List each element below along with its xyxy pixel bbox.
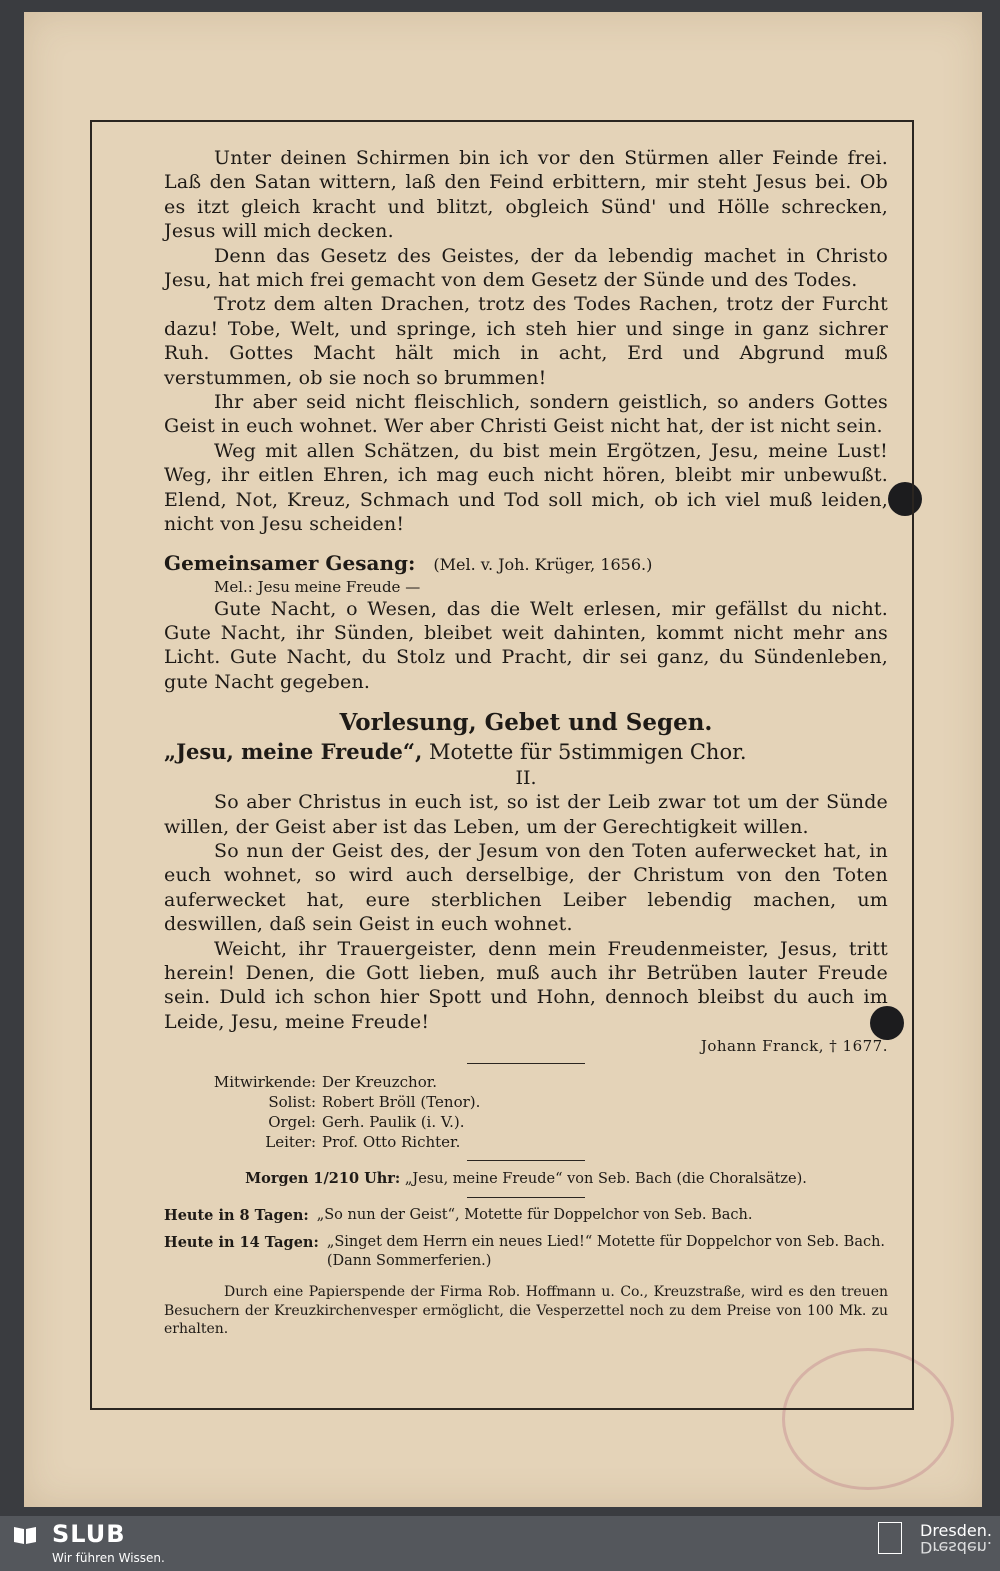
tomorrow-notice: [164, 1169, 888, 1189]
brand-logo[interactable]: SLUB: [52, 1520, 126, 1548]
hymn-author: Johann Franck, † 1677.: [700, 1037, 888, 1056]
credit-label: Mitwirkende:: [213, 1073, 316, 1092]
scripture-2: Ihr aber seid nicht fleischlich, sondern geistlich, so anders Gottes Geist in euch wohnet. Wer aber Christi Geist nicht hat, der ist nicht sein.: [164, 391, 888, 438]
hymn-text: Gute Nacht, o Wesen, das die Welt erlesen, mir gefällst du nicht. Gute Nacht, ihr Sünden, bleibet weit dahinten, kommt nicht mehr ans Licht. Gute Nacht, du Stolz und Pracht, dir sei ganz, du Sündenleben, gute Nacht gegeben.: [164, 597, 888, 693]
credit-label: Orgel:: [268, 1113, 316, 1132]
notice-text: „So nun der Geist“, Motette für Doppelchor von Seb. Bach.: [316, 1207, 753, 1224]
divider: [467, 1160, 585, 1161]
motet-title: „Jesu, meine Freude“,: [164, 739, 423, 765]
program-content: [164, 146, 888, 1353]
hymn-melody-note: Mel.: Jesu meine Freude —: [214, 577, 421, 596]
paper-sheet: [24, 12, 982, 1507]
paper-donation-note: Durch eine Papierspende der Firma Rob. Hoffmann u. Co., Kreuzstraße, wird es den treuen Besuchern der Kreuzkirchenvesper ermöglicht, die Vesperzettel noch zu dem Preise von 100 Mk. zu erhalten.: [164, 1284, 888, 1338]
program-frame: [90, 120, 914, 1410]
notice-14-days: [164, 1233, 888, 1271]
chorale-verse-1: Unter deinen Schirmen bin ich vor den Stürmen aller Feinde frei. Laß den Satan wittern, laß den Feind erbittern, mir steht Jesus bei. Ob es itzt gleich kracht und blitzt, obgleich Sünd' und Hölle schrecken, Jesus will mich decken.: [164, 147, 888, 243]
section-title: Vorlesung, Gebet und Segen.: [339, 709, 713, 737]
divider: [467, 1063, 585, 1064]
city-line-mirror: Dresden.: [920, 1538, 992, 1557]
tomorrow-text: „Jesu, meine Freude“ von Seb. Bach (die Choralsätze).: [404, 1171, 807, 1188]
chorale-verse-3: Weg mit allen Schätzen, du bist mein Ergötzen, Jesu, meine Lust! Weg, ihr eitlen Ehren, ich mag euch nicht hören, bleibt mir unbewußt. Elend, Not, Kreuz, Schmach und Tod soll mich, ob ich viel muß leiden, nicht von Jesu scheiden!: [164, 439, 888, 536]
motet-heading: [164, 738, 888, 766]
notice-label: Heute in 8 Tagen:: [164, 1207, 309, 1225]
performers-list: [176, 1072, 888, 1152]
hymn-heading: [164, 551, 888, 577]
brand-tagline: Wir führen Wissen.: [52, 1551, 165, 1565]
credit-value: Robert Bröll (Tenor).: [322, 1093, 481, 1112]
chorale-verse-4: Weicht, ihr Trauergeister, denn mein Freudenmeister, Jesus, tritt herein! Denen, die Gott lieben, muß auch ihr Betrüben lauter Freude sein. Duld ich schon hier Spott und Hohn, dennoch bleibst du auch im Leide, Jesu, meine Freude!: [164, 937, 888, 1033]
credit-value: Der Kreuzchor.: [322, 1073, 438, 1092]
notice-label: Heute in 14 Tagen:: [164, 1234, 319, 1252]
credit-label: Leiter:: [265, 1133, 316, 1152]
divider: [467, 1197, 585, 1198]
viewer-footer-bar: [0, 1516, 1000, 1571]
credit-row: [176, 1072, 888, 1092]
scripture-4: So nun der Geist des, der Jesum von den Toten auferwecket hat, in euch wohnet, so wird auch derselbige, der Christum von den Toten auferwecket hat, eure sterblichen Leiber lebendig machen, um deswillen, daß sein Geist in euch wohnet.: [164, 839, 888, 936]
city-line: Dresden.: [920, 1521, 992, 1540]
part-number: II.: [515, 767, 537, 790]
credit-row: [176, 1092, 888, 1112]
credit-row: [176, 1112, 888, 1132]
notice-8-days: [164, 1206, 888, 1225]
scripture-3: So aber Christus in euch ist, so ist der Leib zwar tot um der Sünde willen, der Geist aber ist das Leben, um der Gerechtigkeit willen.: [164, 791, 888, 838]
credit-value: Gerh. Paulik (i. V.).: [322, 1113, 465, 1132]
book-icon: [12, 1524, 38, 1546]
motet-description: Motette für 5stimmigen Chor.: [428, 740, 747, 765]
city-logo[interactable]: [920, 1522, 992, 1556]
notice-text: „Singet dem Herrn ein neues Lied!“ Motette für Doppelchor von Seb. Bach. (Dann Sommerferien.): [326, 1234, 886, 1270]
hymn-label: Gemeinsamer Gesang:: [164, 550, 416, 575]
hymn-melody: (Mel. v. Joh. Krüger, 1656.): [433, 554, 653, 574]
scripture-1: Denn das Gesetz des Geistes, der da lebendig machet in Christo Jesu, hat mich frei gemacht von dem Gesetz der Sünde und des Todes.: [164, 244, 888, 292]
chorale-verse-2: Trotz dem alten Drachen, trotz des Todes Rachen, trotz der Furcht dazu! Tobe, Welt, und springe, ich steh hier und singe in ganz sichrer Ruh. Gottes Macht hält mich in acht, Erd und Abgrund muß verstummen, ob sie noch so brummen!: [164, 293, 888, 389]
credit-value: Prof. Otto Richter.: [322, 1133, 461, 1152]
city-crest-icon: [878, 1522, 902, 1554]
credit-label: Solist:: [268, 1093, 316, 1112]
credit-row: [176, 1132, 888, 1152]
tomorrow-label: Morgen 1/210 Uhr:: [245, 1170, 401, 1188]
